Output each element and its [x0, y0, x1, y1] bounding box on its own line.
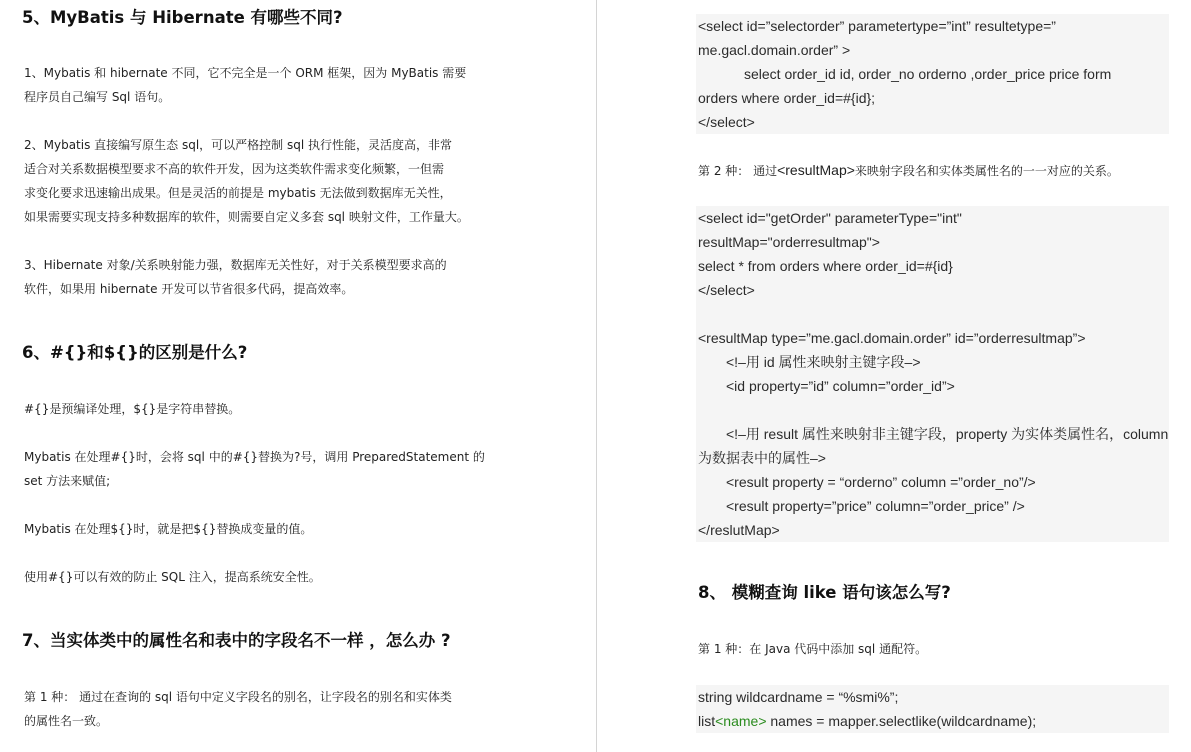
text-line: 的属性名一致。	[24, 714, 109, 728]
text-line: 软件，如果用 hibernate 开发可以节省很多代码，提高效率。	[24, 282, 354, 296]
paragraph-q6-2	[24, 445, 485, 493]
code-line	[698, 709, 1169, 733]
heading-q6: 6、#{}和${}的区别是什么?	[22, 343, 248, 362]
code-line: resultMap="orderresultmap">	[698, 234, 880, 250]
paragraph-q5-1	[24, 61, 466, 109]
code-block-select-alias	[696, 14, 1169, 134]
text-line: Mybatis 在处理#{}时，会将 sql 中的#{}替换为?号，调用 PreparedStatement 的	[24, 450, 485, 464]
code-line: <!–用 id 属性来映射主键字段–>	[726, 354, 921, 370]
code-line	[698, 302, 1169, 326]
code-line: <result property = “orderno” column =”order_no”/>	[726, 474, 1036, 490]
text-line: set 方法来赋值;	[24, 474, 111, 488]
paragraph-q7-1	[24, 685, 452, 733]
code-line: <select id="getOrder" parameterType="int"	[698, 210, 962, 226]
text-line: 第 1 种： 通过在查询的 sql 语句中定义字段名的别名，让字段名的别名和实体类	[24, 690, 452, 704]
code-line: select order_id id, order_no orderno ,order_price price form	[744, 66, 1112, 82]
code-segment: names = mapper.selectlike(wildcardname);	[766, 713, 1037, 729]
paragraph-q6-3: Mybatis 在处理${}时，就是把${}替换成变量的值。	[24, 522, 313, 536]
paragraph-method2	[698, 158, 1119, 183]
heading-q8: 8、 模糊查询 like 语句该怎么写?	[698, 583, 951, 602]
paragraph-q5-2	[24, 133, 469, 229]
text-line: 1、Mybatis 和 hibernate 不同，它不完全是一个 ORM 框架，因为 MyBatis 需要	[24, 66, 467, 80]
code-line: select * from orders where order_id=#{id}	[698, 258, 953, 274]
code-line: </select>	[698, 114, 755, 130]
code-line: </select>	[698, 282, 755, 298]
text-segment: 来映射字段名和实体类属性名的一一对应的关系。	[854, 164, 1119, 178]
code-line: string wildcardname = “%smi%”;	[698, 689, 899, 705]
text-line: 适合对关系数据模型要求不高的软件开发，因为这类软件需求变化频繁，一但需	[24, 162, 445, 176]
code-line	[698, 398, 1169, 422]
code-line: <!–用 result 属性来映射非主键字段，property 为实体类属性名，column	[726, 426, 1169, 442]
text-line: 求变化要求迅速输出成果。但是灵活的前提是 mybatis 无法做到数据库无关性，	[24, 186, 452, 200]
right-column	[598, 0, 1191, 752]
code-line: 为数据表中的属性–>	[698, 450, 826, 466]
text-line: 如果需要实现支持多种数据库的软件，则需要自定义多套 sql 映射文件，工作量大。	[24, 210, 469, 224]
text-segment: 第 2 种： 通过	[698, 164, 778, 178]
heading-q7: 7、当实体类中的属性名和表中的字段名不一样 ，怎么办 ?	[22, 631, 451, 650]
paragraph-q8-1: 第 1 种：在 Java 代码中添加 sql 通配符。	[698, 642, 928, 656]
heading-q5: 5、MyBatis 与 Hibernate 有哪些不同?	[22, 8, 343, 27]
code-generic-tag: <name>	[715, 713, 767, 729]
paragraph-q5-3	[24, 253, 447, 301]
code-line: orders where order_id=#{id};	[698, 90, 876, 106]
code-line: <result property=”price” column=”order_price” />	[726, 498, 1025, 514]
text-line: 2、Mybatis 直接编写原生态 sql，可以严格控制 sql 执行性能，灵活度高，非常	[24, 138, 453, 152]
code-line: <select id=”selectorder” parametertype=”int” resultetype=”	[698, 18, 1056, 34]
paragraph-q6-1: #{}是预编译处理，${}是字符串替换。	[24, 402, 241, 416]
code-line: me.gacl.domain.order” >	[698, 42, 851, 58]
code-line: <resultMap type=”me.gacl.domain.order” id=”orderresultmap”>	[698, 330, 1086, 346]
column-divider	[596, 0, 597, 752]
code-line: <id property=”id” column=”order_id”>	[726, 378, 955, 394]
code-block-wildcard	[696, 685, 1169, 733]
code-segment: list	[698, 713, 716, 729]
paragraph-q6-4: 使用#{}可以有效的防止 SQL 注入，提高系统安全性。	[24, 570, 321, 584]
inline-code: <resultMap>	[777, 162, 855, 178]
text-line: 3、Hibernate 对象/关系映射能力强，数据库无关性好，对于关系模型要求高的	[24, 258, 447, 272]
code-block-resultmap	[696, 206, 1169, 542]
code-line: </reslutMap>	[698, 522, 780, 538]
text-line: 程序员自己编写 Sql 语句。	[24, 90, 171, 104]
